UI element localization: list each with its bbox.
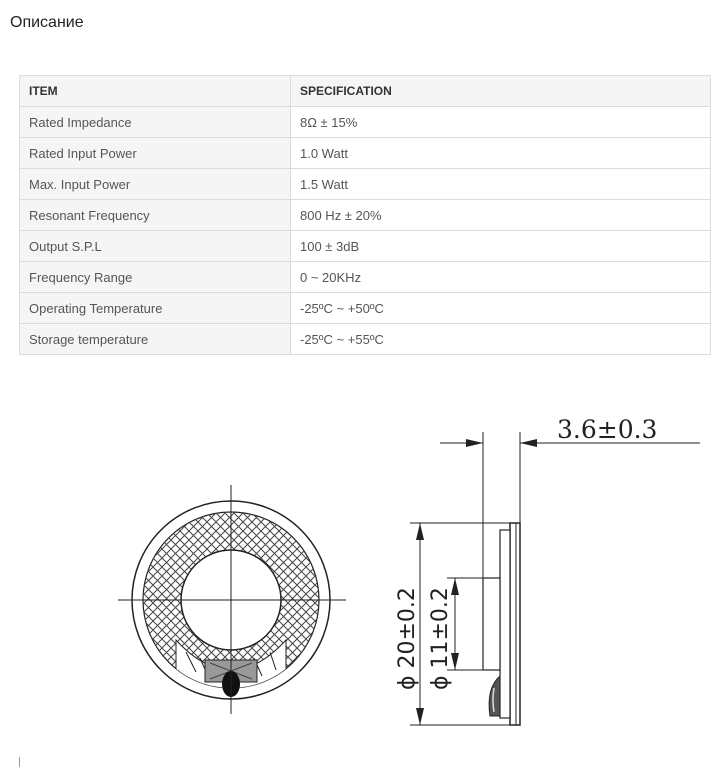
row-spec: -25ºC ~ +55ºC	[291, 324, 711, 355]
row-spec: 8Ω ± 15%	[291, 107, 711, 138]
table-row	[20, 231, 711, 262]
table-row	[20, 169, 711, 200]
row-spec: 1.5 Watt	[291, 169, 711, 200]
column-header-specification: SPECIFICATION	[291, 76, 711, 107]
terminal-bump	[489, 676, 500, 716]
row-item: Operating Temperature	[20, 293, 291, 324]
row-item: Output S.P.L	[20, 231, 291, 262]
section-heading: Описание	[10, 14, 84, 31]
table-row	[20, 262, 711, 293]
table-row	[20, 324, 711, 355]
row-item: Max. Input Power	[20, 169, 291, 200]
magnet-diameter-label: ϕ 11±0.2	[428, 587, 453, 690]
table-row	[20, 138, 711, 169]
spec-table	[19, 75, 711, 355]
row-item: Resonant Frequency	[20, 200, 291, 231]
row-spec: 100 ± 3dB	[291, 231, 711, 262]
row-item: Rated Impedance	[20, 107, 291, 138]
frame-plate	[510, 523, 520, 725]
row-item: Frequency Range	[20, 262, 291, 293]
speaker-technical-drawing	[0, 380, 711, 767]
row-spec: -25ºC ~ +50ºC	[291, 293, 711, 324]
outer-diameter-label: ϕ 20±0.2	[395, 587, 420, 690]
magnet-body	[483, 578, 500, 670]
table-row	[20, 293, 711, 324]
table-row	[20, 107, 711, 138]
row-item: Rated Input Power	[20, 138, 291, 169]
thickness-dimension-label: 3.6±0.3	[557, 415, 658, 444]
speaker-front-view	[118, 485, 346, 714]
cone-plate	[500, 530, 510, 718]
table-row	[20, 200, 711, 231]
row-item: Storage temperature	[20, 324, 291, 355]
text-cursor	[19, 757, 20, 767]
column-header-item: ITEM	[20, 76, 291, 107]
row-spec: 0 ~ 20KHz	[291, 262, 711, 293]
speaker-side-view	[410, 432, 700, 725]
row-spec: 1.0 Watt	[291, 138, 711, 169]
row-spec: 800 Hz ± 20%	[291, 200, 711, 231]
table-header-row	[20, 76, 711, 107]
